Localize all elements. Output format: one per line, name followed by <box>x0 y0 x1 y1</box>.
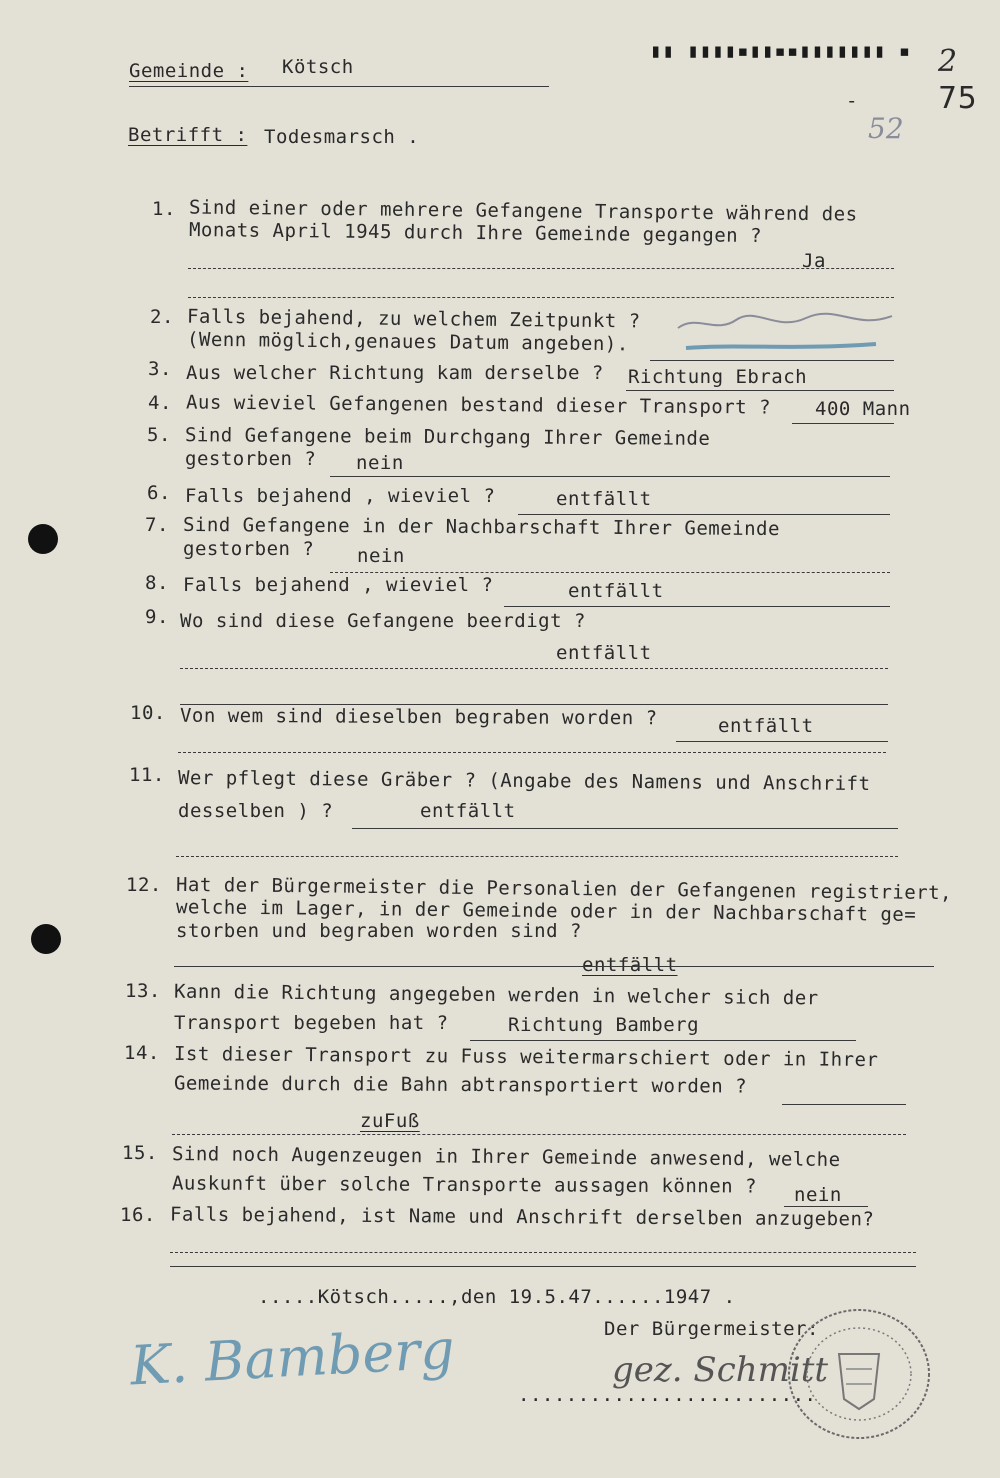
q10-line <box>676 741 888 742</box>
q12-number: 12. <box>126 874 162 896</box>
q11-number: 11. <box>129 764 165 786</box>
q5-text-2: gestorben ? <box>185 448 317 470</box>
q1-answer: Ja <box>802 250 826 272</box>
q2-number: 2. <box>150 306 174 328</box>
q13-line <box>470 1040 856 1041</box>
q1-line <box>188 268 894 269</box>
q2-scribble <box>676 306 896 358</box>
q16-line-2 <box>170 1266 916 1267</box>
q2-text: Falls bejahend, zu welchem Zeitpunkt ? <box>186 305 641 333</box>
q14-answer: zuFuß <box>360 1110 420 1132</box>
q10-number: 10. <box>130 702 166 724</box>
q5-number: 5. <box>147 424 171 446</box>
q7-text-2: gestorben ? <box>183 538 315 560</box>
q3-line <box>626 390 894 391</box>
place-date: .....Kötsch.....,den 19.5.47......1947 . <box>258 1286 736 1308</box>
q14-line <box>172 1134 906 1135</box>
q7-number: 7. <box>145 514 169 536</box>
q8-line <box>504 606 890 607</box>
q12-text-2: welche im Lager, in der Gemeinde oder in der Nachbarschaft ge= <box>175 896 917 926</box>
page-number: 75 <box>938 81 978 116</box>
mayor-title: Der Bürgermeister: <box>604 1318 819 1340</box>
q8-text: Falls bejahend , wieviel ? <box>183 574 494 596</box>
q6-number: 6. <box>147 482 171 504</box>
q5-text: Sind Gefangene beim Durchgang Ihrer Gemeinde <box>184 424 711 450</box>
q10-answer: entfällt <box>718 715 814 737</box>
q1-number: 1. <box>152 198 176 220</box>
q15-answer: nein <box>794 1184 842 1206</box>
q4-number: 4. <box>148 392 172 414</box>
q5-line <box>330 476 890 477</box>
q4-answer: 400 Mann <box>815 398 911 420</box>
q6-text: Falls bejahend , wieviel ? <box>185 485 496 507</box>
q2-handwritten-answer <box>676 306 896 358</box>
q2-text-2: (Wenn möglich,genaues Datum angeben). <box>186 328 629 356</box>
q10-text: Von wem sind dieselben begraben worden ? <box>179 704 658 730</box>
punch-hole-top <box>28 524 58 554</box>
q12-text: Hat der Bürgermeister die Personalien der Gefangenen registriert, <box>175 873 953 905</box>
page-number-dash: - <box>846 90 858 112</box>
q12-line <box>174 966 934 967</box>
q7-text: Sind Gefangene in der Nachbarschaft Ihrer Gemeinde <box>182 513 781 541</box>
q13-number: 13. <box>125 980 161 1002</box>
q3-answer: Richtung Ebrach <box>628 366 808 388</box>
q7-answer: nein <box>357 545 405 567</box>
q4-line <box>792 423 894 424</box>
q15-text: Sind noch Augenzeugen in Ihrer Gemeinde anwesend, welche <box>171 1143 841 1171</box>
q9-number: 9. <box>145 606 169 628</box>
redacted-stamp: ▮▮ ▮▮▮▮▪▮▮▪▪▮▮▮▮▮▮▮ ▪ <box>650 40 912 62</box>
q8-answer: entfällt <box>568 580 664 602</box>
q9-answer: entfällt <box>556 642 652 664</box>
q12-text-3: storben und begraben worden sind ? <box>176 920 582 942</box>
q11-line-2 <box>176 856 898 857</box>
q3-text: Aus welcher Richtung kam derselbe ? <box>186 362 604 384</box>
q11-text: Wer pflegt diese Gräber ? (Angabe des Namens und Anschrift <box>177 766 871 796</box>
q1-text-2: Monats April 1945 durch Ihre Gemeinde gegangen ? <box>188 219 763 247</box>
q9-line <box>180 668 888 669</box>
q9-text: Wo sind diese Gefangene beerdigt ? <box>180 610 586 632</box>
q6-answer: entfällt <box>556 488 652 510</box>
stamp-number: 2 <box>938 44 958 79</box>
q13-answer: Richtung Bamberg <box>508 1014 700 1036</box>
q4-text: Aus wieviel Gefangenen bestand dieser Transport ? <box>185 391 772 419</box>
signature-dots: ......................... <box>518 1384 817 1406</box>
margin-note: K. Bamberg <box>128 1317 457 1398</box>
q5-answer: nein <box>356 452 404 474</box>
gemeinde-value: Kötsch <box>282 56 354 78</box>
q10-line-2 <box>178 752 886 753</box>
official-seal <box>784 1304 934 1444</box>
q3-number: 3. <box>148 358 172 380</box>
q1-text: Sind einer oder mehrere Gefangene Transporte während des <box>188 196 858 226</box>
q15-text-2: Auskunft über solche Transporte aussagen können ? <box>171 1172 758 1198</box>
mayor-signature: gez. Schmitt <box>612 1350 829 1390</box>
punch-hole-bottom <box>31 924 61 954</box>
q15-line <box>784 1206 868 1207</box>
q16-text: Falls bejahend, ist Name und Anschrift derselben anzugeben? <box>169 1203 875 1231</box>
q12-answer: entfällt <box>582 954 678 976</box>
q16-line <box>170 1252 916 1253</box>
q2-line <box>650 360 894 361</box>
q11-line <box>352 828 898 829</box>
q11-text-2: desselben ) ? <box>178 800 334 822</box>
pencil-number: 52 <box>868 112 904 145</box>
q14-text-2: Gemeinde durch die Bahn abtransportiert worden ? <box>173 1072 748 1098</box>
q14-text: Ist dieser Transport zu Fuss weitermarschiert oder in Ihrer <box>173 1042 879 1072</box>
q15-number: 15. <box>122 1142 158 1164</box>
betrifft-label: Betrifft : <box>128 124 248 146</box>
gemeinde-line <box>129 86 549 87</box>
q1-line-2 <box>188 297 894 298</box>
gemeinde-label: Gemeinde : <box>129 60 249 82</box>
q14-number: 14. <box>124 1042 160 1064</box>
q14-line-end <box>782 1104 906 1105</box>
q11-answer: entfällt <box>420 800 516 822</box>
q13-text-2: Transport begeben hat ? <box>174 1012 449 1034</box>
q13-text: Kann die Richtung angegeben werden in welcher sich der <box>173 980 819 1010</box>
q8-number: 8. <box>145 572 169 594</box>
q16-number: 16. <box>120 1204 156 1226</box>
q6-line <box>518 514 890 515</box>
q7-line <box>330 572 890 573</box>
betrifft-value: Todesmarsch . <box>264 126 420 148</box>
